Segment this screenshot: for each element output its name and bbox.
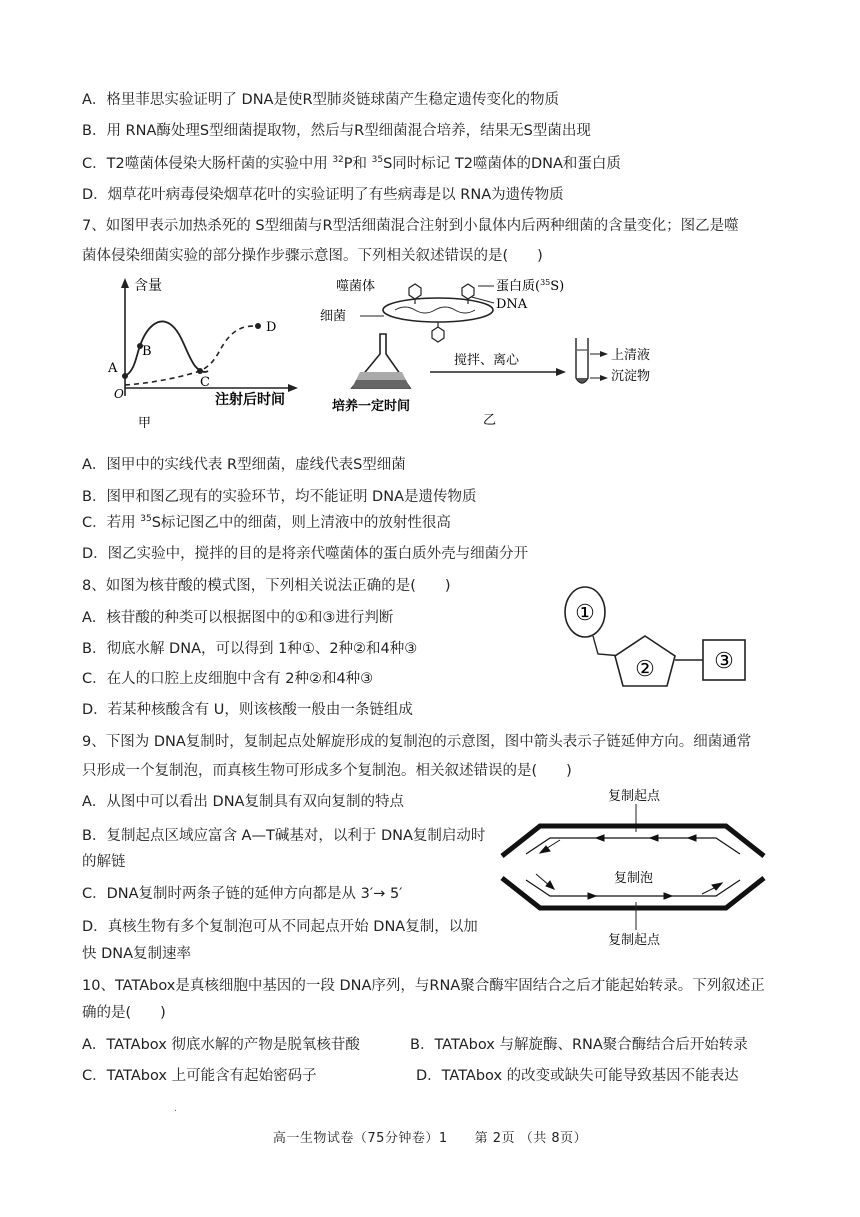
origin-label-top: 复制起点 xyxy=(608,789,661,804)
point-d xyxy=(255,323,261,329)
supernatant-label: 上清液 xyxy=(611,348,651,363)
point-a xyxy=(122,373,128,379)
label-2: ② xyxy=(635,657,655,682)
bacteria-label: 细菌 xyxy=(320,309,347,324)
q8-option-d: D．若某种核酸含有 U，则该核酸一般由一条链组成 xyxy=(82,702,413,718)
q7-stem-line2: 菌体侵染细菌实验的部分操作步骤示意图。下列相关叙述错误的是( ) xyxy=(82,248,543,264)
phage-label: 噬菌体 xyxy=(336,279,376,294)
daughter-strand-top xyxy=(526,838,740,854)
q8-option-c: C．在人的口腔上皮细胞中含有 2种②和4种③ xyxy=(82,671,374,687)
y-axis-label: 含量 xyxy=(134,278,162,294)
label-3: ③ xyxy=(714,649,734,674)
q9-option-b-line1: B．复制起点区域应富含 A—T碱基对，以利于 DNA复制启动时 xyxy=(82,828,486,844)
dna-label: DNA xyxy=(496,297,528,312)
q10-option-b: B．TATAbox 与解旋酶、RNA聚合酶结合后开始转录 xyxy=(410,1037,748,1053)
q6-option-c: C．T2噬菌体侵染大肠杆菌的实验中用 $^{32}$P和 $^{35}$S同时标记 T2噬菌体的DNA和蛋白质 xyxy=(82,155,621,172)
point-a-label: A xyxy=(108,361,118,376)
figure-replication-bubble xyxy=(496,782,786,952)
q9-option-d-line2: 快 DNA复制速率 xyxy=(82,946,192,962)
phage-icon xyxy=(432,322,444,342)
q9-option-d-line1: D．真核生物有多个复制泡可从不同起点开始 DNA复制，以加 xyxy=(82,919,478,935)
test-tube-icon xyxy=(576,338,588,383)
q7-option-b: B．图甲和图乙现有的实验环节，均不能证明 DNA是遗传物质 xyxy=(82,489,477,505)
label-1: ① xyxy=(575,601,595,626)
q7-stem-line1: 7、如图甲表示加热杀死的 S型细菌与R型活细菌混合注射到小鼠体内后两种细菌的含量变化；图乙是噬 xyxy=(82,218,739,234)
q8-option-a: A．核苷酸的种类可以根据图中的①和③进行判断 xyxy=(82,610,394,626)
q7-option-c: C．若用 $^{35}$S标记图乙中的细菌，则上清液中的放射性很高 xyxy=(82,514,451,531)
figure-yi-phage-experiment xyxy=(320,272,680,432)
q10-option-c: C．TATAbox 上可能含有起始密码子 xyxy=(82,1068,317,1084)
origin-label: O xyxy=(114,387,124,401)
bacterium-cell xyxy=(383,298,493,322)
point-c xyxy=(197,368,203,374)
stray-dot: . xyxy=(174,1104,177,1114)
sediment-label: 沉淀物 xyxy=(611,369,651,384)
x-axis-label: 注射后时间 xyxy=(215,392,285,408)
q9-stem-line2: 只形成一个复制泡，而真核生物可形成多个复制泡。相关叙述错误的是( ) xyxy=(82,763,572,779)
protein-label: 蛋白质($^{35}$S) xyxy=(496,278,565,294)
q7-option-d: D．图乙实验中，搅拌的目的是将亲代噬菌体的蛋白质外壳与细菌分开 xyxy=(82,546,529,562)
q10-option-d: D．TATAbox 的改变或缺失可能导致基因不能表达 xyxy=(416,1068,739,1084)
q7-option-a: A．图甲中的实线代表 R型细菌，虚线代表S型细菌 xyxy=(82,457,406,473)
q8-stem: 8、如图为核苷酸的模式图，下列相关说法正确的是( ) xyxy=(82,578,451,594)
q8-option-b: B．彻底水解 DNA，可以得到 1种①、2种②和4种③ xyxy=(82,641,418,657)
culture-label: 培养一定时间 xyxy=(332,399,411,414)
q9-option-a: A．从图中可以看出 DNA复制具有双向复制的特点 xyxy=(82,794,404,810)
point-c-label: C xyxy=(200,375,210,390)
solid-curve xyxy=(125,321,208,376)
q6-option-a: A．格里菲思实验证明了 DNA是使R型肺炎链球菌产生稳定遗传变化的物质 xyxy=(82,92,560,108)
q10-stem-line2: 确的是( ) xyxy=(82,1005,166,1021)
q6-option-b: B．用 RNA酶处理S型细菌提取物，然后与R型细菌混合培养，结果无S型菌出现 xyxy=(82,123,591,139)
q10-option-a: A．TATAbox 彻底水解的产物是脱氧核苷酸 xyxy=(82,1037,360,1053)
figure-nucleotide-model xyxy=(560,584,760,694)
point-b-label: B xyxy=(142,344,152,359)
origin-label-bottom: 复制起点 xyxy=(608,933,661,948)
q9-stem-line1: 9、下图为 DNA复制时，复制起点处解旋形成的复制泡的示意图，图中箭头表示子链延伸方向。细菌通常 xyxy=(82,734,752,750)
figure-yi-caption: 乙 xyxy=(483,413,497,428)
page-footer: 高一生物试卷（75分钟卷）1 第 2页 （共 8页） xyxy=(272,1131,588,1146)
figure-jia-caption: 甲 xyxy=(138,416,152,428)
culture-flask-icon xyxy=(352,334,410,388)
process-label: 搅拌、离心 xyxy=(454,353,520,368)
q9-option-c: C．DNA复制时两条子链的延伸方向都是从 3′→ 5′ xyxy=(82,886,403,902)
q10-stem-line1: 10、TATAbox是真核细胞中基因的一段 DNA序列，与RNA聚合酶牢固结合之后才能起始转录。下列叙述正 xyxy=(82,978,765,994)
q6-option-d: D．烟草花叶病毒侵染烟草花叶的实验证明了有些病毒是以 RNA为遗传物质 xyxy=(82,187,564,203)
point-d-label: D xyxy=(266,320,277,335)
q9-option-b-line2: 的解链 xyxy=(82,854,126,870)
figure-jia-bacteria-curve xyxy=(100,276,300,428)
bubble-label: 复制泡 xyxy=(614,871,654,886)
